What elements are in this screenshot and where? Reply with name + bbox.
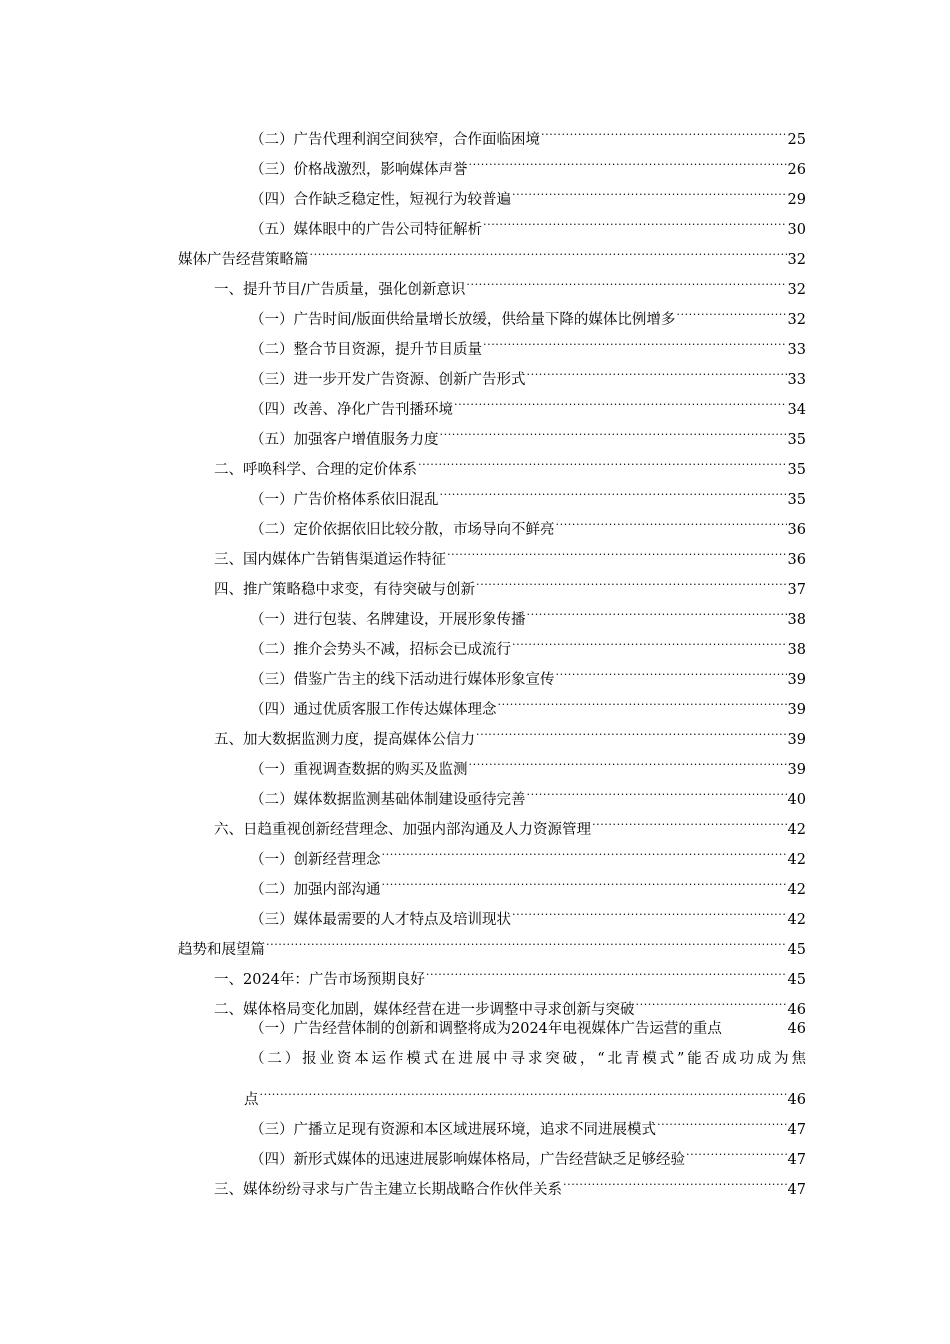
toc-entry-title: （二）定价依据依旧比较分散，市场导向不鲜亮 (250, 522, 555, 538)
toc-entry[interactable] (178, 474, 806, 508)
dot-leader (454, 384, 787, 414)
toc-entry[interactable] (178, 114, 806, 148)
dot-leader (476, 564, 787, 594)
dot-leader (498, 684, 787, 714)
toc-entry-page-number: 46 (787, 1021, 806, 1037)
toc-entry-title: （四）通过优质客服工作传达媒体理念 (250, 702, 497, 718)
toc-entry-page-number: 26 (787, 162, 806, 178)
toc-entry-title: 三、国内媒体广告销售渠道运作特征 (214, 552, 446, 568)
toc-entry[interactable] (178, 294, 806, 328)
toc-entry-page-number: 35 (787, 492, 806, 508)
toc-entry-page-number: 36 (787, 552, 806, 568)
toc-entry-title: （二）报业资本运作模式在进展中寻求突破，“北青模式”能否成功成为焦 (250, 1051, 806, 1067)
toc-entry-page-number: 36 (787, 522, 806, 538)
dot-leader (512, 174, 787, 204)
toc-entry-title: （四）合作缺乏稳定性，短视行为较普遍 (250, 192, 511, 208)
dot-leader (592, 804, 787, 834)
toc-entry[interactable] (178, 444, 806, 478)
toc-entry-page-number: 30 (787, 222, 806, 238)
toc-entry-page-number: 38 (787, 642, 806, 658)
toc-entry[interactable] (178, 624, 806, 658)
toc-entry-page-number: 34 (787, 402, 806, 418)
toc-entry-page-number: 38 (787, 612, 806, 628)
toc-entry-page-number: 47 (787, 1182, 806, 1198)
toc-entry[interactable] (178, 234, 806, 268)
dot-leader (527, 774, 787, 804)
dot-leader (636, 984, 787, 1014)
toc-entry[interactable] (178, 744, 806, 778)
toc-entry[interactable] (178, 264, 806, 298)
toc-entry-title: （二）整合节目资源，提升节目质量 (250, 342, 482, 358)
dot-leader (260, 1074, 787, 1104)
toc-entry-title: 三、媒体纷纷寻求与广告主建立长期战略合作伙伴关系 (214, 1182, 562, 1198)
toc-entry[interactable] (178, 324, 806, 358)
toc-entry-page-number: 45 (787, 972, 806, 988)
toc-entry-page-number: 46 (787, 1002, 806, 1018)
toc-entry-title: （三）进一步开发广告资源、创新广告形式 (250, 372, 526, 388)
toc-entry-title: （三）媒体最需要的人才特点及培训现状 (250, 912, 511, 928)
toc-entry-title-continued: 点 (244, 1092, 259, 1108)
toc-entry[interactable] (178, 864, 806, 898)
dot-leader (512, 624, 787, 654)
toc-entry-title: 一、2024年：广告市场预期良好 (214, 972, 425, 988)
toc-entry[interactable] (178, 804, 806, 838)
toc-entry-page-number: 32 (787, 282, 806, 298)
toc-entry[interactable] (178, 924, 806, 958)
toc-entry-page-number: 32 (787, 312, 806, 328)
toc-entry-page-number: 25 (787, 132, 806, 148)
toc-entry[interactable] (178, 1014, 806, 1044)
toc-entry[interactable] (178, 504, 806, 538)
toc-entry-page-number: 47 (787, 1122, 806, 1138)
toc-entry-page-number: 42 (787, 822, 806, 838)
toc-entry[interactable] (178, 984, 806, 1018)
toc-entry-title: 一、提升节目/广告质量，强化创新意识 (214, 282, 466, 298)
dot-leader (466, 264, 786, 294)
toc-entry[interactable] (178, 684, 806, 718)
toc-entry-title: （二）推介会势头不减，招标会已成流行 (250, 642, 511, 658)
toc-entry-page-number: 37 (787, 582, 806, 598)
toc-entry-title: 二、呼唤科学、合理的定价体系 (214, 462, 417, 478)
toc-entry[interactable] (178, 1104, 806, 1138)
toc-entry[interactable] (178, 594, 806, 628)
toc-entry-title: （一）进行包装、名牌建设，开展形象传播 (250, 612, 526, 628)
toc-entry-title: （四）新形式媒体的迅速进展影响媒体格局，广告经营缺乏足够经验 (250, 1152, 685, 1168)
dot-leader (563, 1164, 787, 1194)
dot-leader (382, 834, 787, 864)
toc-entry-title: （一）广告价格体系依旧混乱 (250, 492, 439, 508)
toc-entry-title: （一）广告经营体制的创新和调整将成为2024年电视媒体广告运营的重点 (250, 1021, 722, 1037)
dot-leader (382, 864, 787, 894)
toc-entry-title: （五）加强客户增值服务力度 (250, 432, 439, 448)
dot-leader (440, 474, 787, 504)
toc-entry[interactable] (178, 204, 806, 238)
toc-entry-page-number: 46 (787, 1092, 806, 1108)
toc-entry-title: 二、媒体格局变化加剧，媒体经营在进一步调整中寻求创新与突破 (214, 1002, 635, 1018)
dot-leader (686, 1134, 787, 1164)
dot-leader (440, 414, 787, 444)
dot-leader (512, 894, 787, 924)
toc-entry-page-number: 32 (787, 252, 806, 268)
toc-entry-page-number: 39 (787, 732, 806, 748)
toc-entry-page-number: 42 (787, 882, 806, 898)
toc-entry[interactable] (178, 534, 806, 568)
toc-entry-title: （三）广播立足现有资源和本区域进展环境，追求不同进展模式 (250, 1122, 656, 1138)
toc-entry[interactable] (178, 144, 806, 178)
toc-entry-title: 四、推广策略稳中求变，有待突破与创新 (214, 582, 475, 598)
toc-entry[interactable] (178, 714, 806, 748)
dot-leader (469, 744, 787, 774)
dot-leader (541, 114, 787, 144)
toc-entry-title: （四）改善、净化广告刊播环境 (250, 402, 453, 418)
toc-entry-title: （二）加强内部沟通 (250, 882, 381, 898)
toc-entry[interactable] (178, 774, 806, 808)
dot-leader (418, 444, 787, 474)
toc-entry-page-number: 39 (787, 672, 806, 688)
toc-entry-page-number: 33 (787, 342, 806, 358)
dot-leader (483, 204, 787, 234)
toc-entry[interactable] (178, 564, 806, 598)
toc-entry-title: （一）创新经营理念 (250, 852, 381, 868)
toc-entry[interactable] (178, 894, 806, 928)
dot-leader (527, 594, 787, 624)
dot-leader (476, 714, 787, 744)
toc-entry-title: 六、日趋重视创新经营理念、加强内部沟通及人力资源管理 (214, 822, 591, 838)
dot-leader (556, 504, 787, 534)
table-of-contents (178, 114, 806, 1198)
toc-entry[interactable] (178, 654, 806, 688)
toc-entry-page-number: 45 (787, 942, 806, 958)
toc-entry-title: （二）广告代理利润空间狭窄，合作面临困境 (250, 132, 540, 148)
toc-entry-page-number: 29 (787, 192, 806, 208)
dot-leader (447, 534, 787, 564)
toc-entry-title: （一）广告时间/版面供给量增长放缓，供给量下降的媒体比例增多 (250, 312, 676, 328)
toc-entry-page-number: 39 (787, 702, 806, 718)
dot-leader (266, 924, 787, 954)
toc-entry-title: （三）借鉴广告主的线下活动进行媒体形象宣传 (250, 672, 555, 688)
toc-entry[interactable] (178, 1044, 806, 1108)
toc-entry-title: 趋势和展望篇 (178, 942, 265, 958)
dot-leader (469, 144, 787, 174)
dot-leader (483, 324, 787, 354)
toc-entry-page-number: 35 (787, 432, 806, 448)
toc-entry-title: （二）媒体数据监测基础体制建设亟待完善 (250, 792, 526, 808)
toc-entry[interactable] (178, 834, 806, 868)
toc-entry-title: （五）媒体眼中的广告公司特征解析 (250, 222, 482, 238)
toc-entry[interactable] (178, 954, 806, 988)
toc-entry-title: 五、加大数据监测力度，提高媒体公信力 (214, 732, 475, 748)
toc-entry-page-number: 33 (787, 372, 806, 388)
toc-entry[interactable] (178, 384, 806, 418)
toc-entry[interactable] (178, 1134, 806, 1168)
toc-entry-page-number: 42 (787, 852, 806, 868)
toc-entry-title: （一）重视调查数据的购买及监测 (250, 762, 468, 778)
dot-leader (426, 954, 787, 984)
toc-entry-title: 媒体广告经营策略篇 (178, 252, 309, 268)
dot-leader (556, 654, 787, 684)
toc-entry-page-number: 40 (787, 792, 806, 808)
dot-leader (676, 294, 786, 324)
toc-entry[interactable] (178, 174, 806, 208)
toc-entry-page-number: 42 (787, 912, 806, 928)
toc-entry[interactable] (178, 354, 806, 388)
toc-entry-page-number: 35 (787, 462, 806, 478)
toc-entry-page-number: 47 (787, 1152, 806, 1168)
toc-entry[interactable] (178, 414, 806, 448)
dot-leader (310, 234, 787, 264)
dot-leader (657, 1104, 787, 1134)
dot-leader (527, 354, 787, 384)
toc-entry-title: （三）价格战激烈，影响媒体声誉 (250, 162, 468, 178)
toc-entry[interactable] (178, 1164, 806, 1198)
toc-entry-page-number: 39 (787, 762, 806, 778)
